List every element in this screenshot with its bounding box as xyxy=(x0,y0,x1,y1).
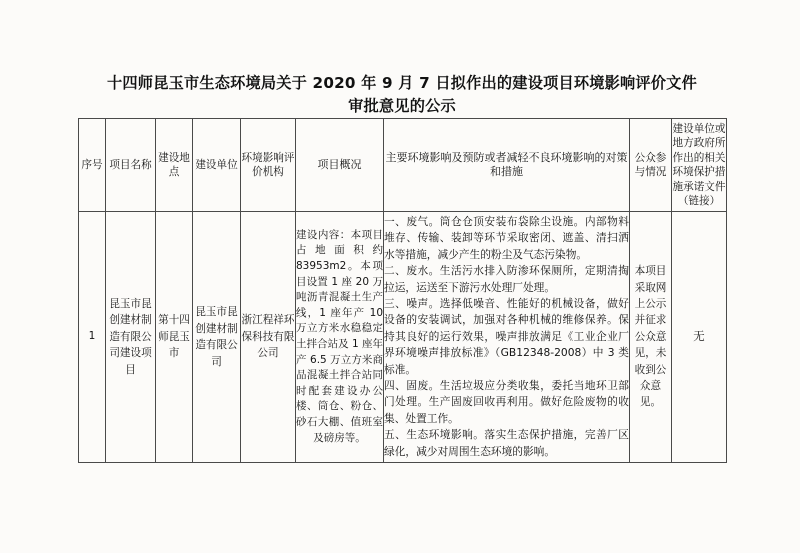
cell-public-participation: 本项目采取网上公示并征求公众意见，未收到公众意见。 xyxy=(630,212,672,463)
page-title-line1: 十四师昆玉市生态环境局关于 2020 年 9 月 7 日拟作出的建设项目环境影响评价文件 xyxy=(107,74,697,92)
eia-approval-table xyxy=(78,118,727,463)
table-header-row xyxy=(79,119,727,212)
header-eia-agency: 环境影响评价机构 xyxy=(241,119,296,212)
page-title-line2: 审批意见的公示 xyxy=(348,97,456,115)
page-title xyxy=(78,72,726,118)
cell-eia-agency: 浙江程祥环保科技有限公司 xyxy=(241,212,296,463)
header-commitment-documents: 建设单位或地方政府所作出的相关环境保护措施承诺文件（链接） xyxy=(672,119,727,212)
header-main-impacts: 主要环境影响及预防或者减轻不良环境影响的对策和措施 xyxy=(384,119,630,212)
cell-construction-unit: 昆玉市昆创建材制造有限公司 xyxy=(193,212,241,463)
impact-item-waste-gas: 一、废气。筒仓仓顶安装布袋除尘设施。内部物料堆存、传输、装卸等环节采取密闭、遮盖、清扫洒水等措施，减少产生的粉尘及气态污染物。 xyxy=(384,214,629,261)
impact-item-solid-waste: 四、固废。生活垃圾应分类收集，委托当地环卫部门处理。生产固废回收再利用。做好危险废物的收集、处置工作。 xyxy=(384,379,629,425)
cell-commitment-documents: 无 xyxy=(672,212,727,463)
header-construction-site: 建设地点 xyxy=(156,119,193,212)
cell-construction-site: 第十四师昆玉市 xyxy=(156,212,193,463)
cell-seq: 1 xyxy=(79,212,106,463)
cell-project-name: 昆玉市昆创建材制造有限公司建设项目 xyxy=(106,212,156,463)
cell-project-overview: 建设内容：本项目占地面积约83953m2。本项目设置 1 座 20 万吨沥青混凝土生产线，1 座年产 10 万立方米水稳稳定土拌合站及 1 座年产 6.5 万立方米商品混凝土拌合站同时配套建设办公楼、筒仓、粉仓、砂石大棚、值班室及磅房等。 xyxy=(296,212,384,463)
header-project-overview: 项目概况 xyxy=(296,119,384,212)
header-seq: 序号 xyxy=(79,119,106,212)
cell-main-impacts xyxy=(384,212,630,463)
header-public-participation: 公众参与情况 xyxy=(630,119,672,212)
impact-item-noise: 三、噪声。选择低噪音、性能好的机械设备，做好设备的安装调试，加强对各种机械的维修保养。保持其良好的运行效果，噪声排放满足《工业企业厂界环境噪声排放标准》（GB12348-2008）中 3 类标准。 xyxy=(384,296,629,376)
header-construction-unit: 建设单位 xyxy=(193,119,241,212)
header-project-name: 项目名称 xyxy=(106,119,156,212)
table-row xyxy=(79,212,727,463)
impact-item-waste-water: 二、废水。生活污水排入防渗环保厕所，定期清掏拉运，运送至下游污水处理厂处理。 xyxy=(384,264,629,294)
impact-item-ecology: 五、生态环境影响。落实生态保护措施，完善厂区绿化，减少对周围生态环境的影响。 xyxy=(384,428,629,458)
